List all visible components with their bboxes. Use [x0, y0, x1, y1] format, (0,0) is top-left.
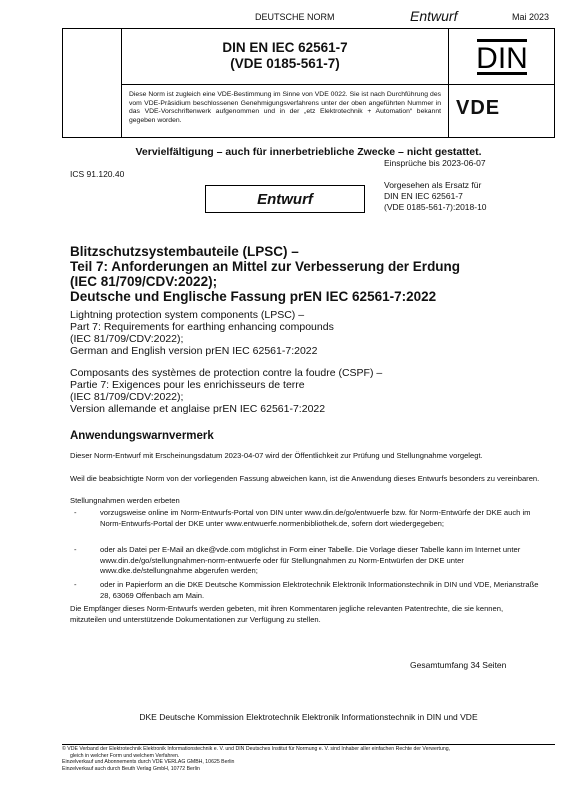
list-item-text: oder in Papierform an die DKE Deutsche Kommission Elektrotechnik Elektronik Informationstechnik in DIN und VDE, Merianstraße 28, 63069 Offenbach am Main.: [100, 580, 539, 600]
warning-paragraph-3: Stellungnahmen werden erbeten: [70, 496, 180, 505]
title-english-line: Part 7: Requirements for earthing enhancing compounds: [70, 321, 334, 333]
objection-deadline: Einsprüche bis 2023-06-07: [384, 158, 486, 168]
title-english: [70, 309, 540, 357]
title-french-line: Composants des systèmes de protection contre la foudre (CSPF) –: [70, 367, 383, 379]
list-item: [74, 580, 540, 601]
title-french-line: (IEC 81/709/CDV:2022);: [70, 391, 184, 403]
din-logo-text: DIN: [476, 42, 528, 75]
dke-committee: DKE Deutsche Kommission Elektrotechnik Elektronik Informationstechnik in DIN und VDE: [139, 712, 478, 722]
replacement-line-3: (VDE 0185-561-7):2018-10: [384, 202, 487, 212]
title-german: [70, 244, 540, 304]
footer-line: © VDE Verband der Elektrotechnik Elektronik Informationstechnik e. V. und DIN Deutsches Institut für Normung e. V. sind Inhaber aller einfachen Rechte der Verwertung,: [62, 746, 451, 752]
replacement-line-1: Vorgesehen als Ersatz für: [384, 180, 482, 190]
vde-logo: VDE: [456, 97, 501, 119]
warning-paragraph-2: Weil die beabsichtigte Norm von der vorliegenden Fassung abweichen kann, ist die Anwendung dieses Entwurfs besonders zu vereinbaren.: [70, 474, 540, 483]
header-norm-label: DEUTSCHE NORM: [255, 12, 335, 22]
page-count: Gesamtumfang 34 Seiten: [410, 660, 507, 670]
list-item: [74, 545, 540, 577]
title-english-line: Lightning protection system components (LPSC) –: [70, 309, 305, 321]
replacement-line-2: DIN EN IEC 62561-7: [384, 191, 463, 201]
warning-paragraph-4: Die Empfänger dieses Norm-Entwurfs werden gebeten, mit ihren Kommentaren jegliche relevanten Patentrechte, die sie kennen, mitzuteilen und unterstützende Dokumentationen zur Verfügung zu stellen.: [70, 604, 504, 624]
title-french-line: Partie 7: Exigences pour les enrichisseurs de terre: [70, 379, 305, 391]
footer-divider: [62, 744, 555, 745]
title-english-line: (IEC 81/709/CDV:2022);: [70, 333, 184, 345]
vde-note: Diese Norm ist zugleich eine VDE-Bestimmung im Sinne von VDE 0022. Sie ist nach Durchführung des vom VDE-Präsidium beschlossenen Genehmigungsverfahrens unter der oben angeführten Nummer in das VDE-Vorschriftenwerk aufgenommen und in der „etz Elektrotechnik + Automation“ bekannt gegeben worden.: [129, 91, 441, 124]
draft-box: Entwurf: [205, 185, 365, 213]
header-date: Mai 2023: [512, 12, 550, 22]
bullet-dash: -: [74, 545, 77, 554]
list-item-text: oder als Datei per E-Mail an dke@vde.com möglichst in Form einer Tabelle. Die Vorlage dieser Tabelle kann im Internet unter www.din.de/go/stellungnahmen-norm-entwuerfe oder für Stellungnahmen zu Norm-Entwürfen der DKE unter www.dke.de/stellungnahme abgerufen werden;: [100, 545, 521, 576]
title-french: [70, 367, 540, 415]
list-item: [74, 508, 540, 529]
header-entwurf-label: Entwurf: [410, 8, 458, 24]
title-german-line: Deutsche und Englische Fassung prEN IEC 62561-7:2022: [70, 289, 437, 304]
title-english-line: German and English version prEN IEC 62561-7:2022: [70, 345, 318, 357]
list-item-text: vorzugsweise online im Norm-Entwurfs-Portal von DIN unter www.din.de/go/entwuerfe bzw. für Norm-Entwürfe der DKE auch im Norm-Entwurfs-Portal der DKE unter www.entwuerfe.normenbibliothek.de, sofern dort wiedergegeben;: [100, 508, 531, 528]
bullet-dash: -: [74, 508, 77, 517]
standard-header-box: [62, 28, 555, 138]
replacement-info: [384, 180, 544, 213]
standard-number: [122, 40, 448, 72]
bullet-dash: -: [74, 580, 77, 589]
title-german-line: Teil 7: Anforderungen an Mittel zur Verbesserung der Erdung: [70, 259, 461, 274]
footer-copyright: [62, 746, 555, 772]
warning-paragraph-1: Dieser Norm-Entwurf mit Erscheinungsdatum 2023-04-07 wird der Öffentlichkeit zur Prüfung und Stellungnahme vorgelegt.: [70, 451, 483, 460]
title-french-line: Version allemande et anglaise prEN IEC 62561-7:2022: [70, 403, 326, 415]
ics-code: ICS 91.120.40: [70, 169, 125, 179]
footer-line: Einzelverkauf und Abonnements durch VDE VERLAG GMBH, 10625 Berlin: [62, 759, 235, 766]
standard-number-vde: (VDE 0185-561-7): [230, 56, 340, 71]
warning-heading: Anwendungswarnvermerk: [70, 430, 214, 442]
din-logo-icon: [463, 37, 539, 77]
title-german-line: Blitzschutzsystembauteile (LPSC) –: [70, 244, 299, 259]
title-german-line: (IEC 81/709/CDV:2022);: [70, 274, 218, 289]
footer-line: gleich in welcher Form und welchem Verfahren.: [70, 752, 180, 759]
footer-line: Einzelverkauf auch durch Beuth Verlag GmbH, 10772 Berlin: [62, 765, 200, 772]
reproduction-notice: Vervielfältigung – auch für innerbetriebliche Zwecke – nicht gestattet.: [135, 146, 482, 158]
standard-number-din: DIN EN IEC 62561-7: [222, 40, 348, 55]
